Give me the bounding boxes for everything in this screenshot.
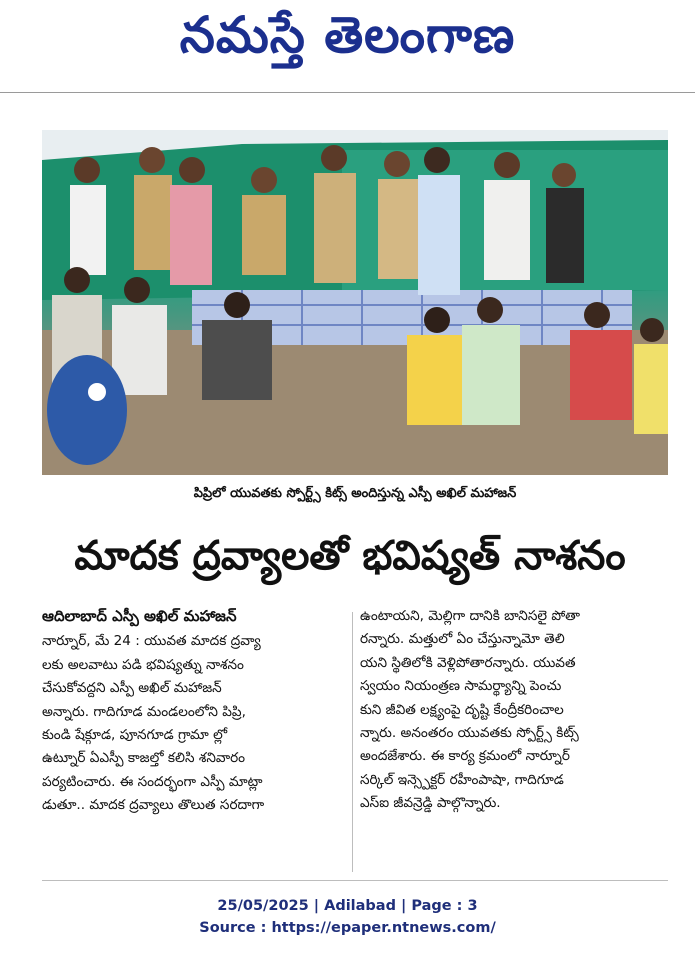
text-line: కుని జీవిత లక్ష్యంపై దృష్టి కేంద్రీకరించాల [360, 701, 564, 718]
news-photo [42, 130, 668, 475]
footer-divider [42, 880, 668, 881]
text-line: పర్యటించారు. ఈ సందర్భంగా ఎస్పీ మాట్లా [42, 773, 263, 790]
text-line: యని స్థితిలోకి వెళ్లిపోతారన్నారు. యువత [360, 654, 576, 671]
article-byline: ఆదిలాబాద్ ఎస్పీ అఖిల్ మహాజన్ [42, 607, 237, 625]
article-column-right [360, 605, 672, 816]
text-line: రన్నారు. మత్తులో ఏం చేస్తున్నామో తెలి [360, 631, 565, 648]
masthead [0, 0, 695, 82]
text-line: అందజేశారు. ఈ కార్య క్రమంలో నార్నూర్ [360, 748, 570, 765]
article-headline: మాదక ద్రవ్యాలతో భవిష్యత్ నాశనం [74, 533, 626, 579]
text-line: న్నారు. అనంతరం యువతకు స్పోర్ట్స్ కిట్స్ [360, 725, 579, 742]
footer [0, 895, 695, 939]
text-line: స్వయం నియంత్రణ సామర్థ్యాన్ని పెంచు [360, 678, 562, 695]
text-line: ఉంటాయని, మెల్లిగా దానికి బానిసలై పోతా [360, 608, 581, 624]
footer-source-link[interactable]: Source : https://epaper.ntnews.com/ [199, 920, 496, 936]
text-line: డుతూ.. మాదక ద్రవ్యాలు తొలుత సరదాగా [42, 797, 265, 814]
footer-date-edition: 25/05/2025 | Adilabad | Page : 3 [217, 898, 478, 914]
text-line: సర్కిల్ ఇన్స్పెక్టర్ రహీంపాషా, గాదిగూడ [360, 771, 564, 788]
masthead-divider [0, 92, 695, 93]
article-column-left [42, 605, 354, 818]
photo-caption: పిప్రిలో యువతకు స్పోర్ట్స్ కిట్స్ అందిస్తున్న ఎస్పీ అఖిల్ మహాజన్ [193, 486, 517, 501]
text-line: లకు అలవాటు పడి భవిష్యత్ను నాశనం [42, 656, 244, 673]
text-line: కుండి షేక్గూడ, పూనగూడ గ్రామా ల్లో [42, 727, 228, 744]
photo-illustration [42, 130, 668, 475]
text-line: ఎస్ఐ జీవన్రెడ్డి పాల్గొన్నారు. [360, 795, 501, 812]
newspaper-title: నమస్తే తెలంగాణ [179, 5, 516, 64]
text-line: నార్నూర్, మే 24 : యువత మాదక ద్రవ్యా [42, 633, 261, 650]
text-line: అన్నారు. గాదిగూడ మండలంలోని పిప్రి, [42, 703, 246, 720]
text-line: చేసుకోవద్దని ఎస్పీ అఖిల్ మహాజన్ [42, 680, 222, 697]
text-line: ఉట్నూర్ ఏఎస్పీ కాజల్తో కలిసి శనివారం [42, 750, 246, 767]
column-divider [352, 612, 353, 872]
